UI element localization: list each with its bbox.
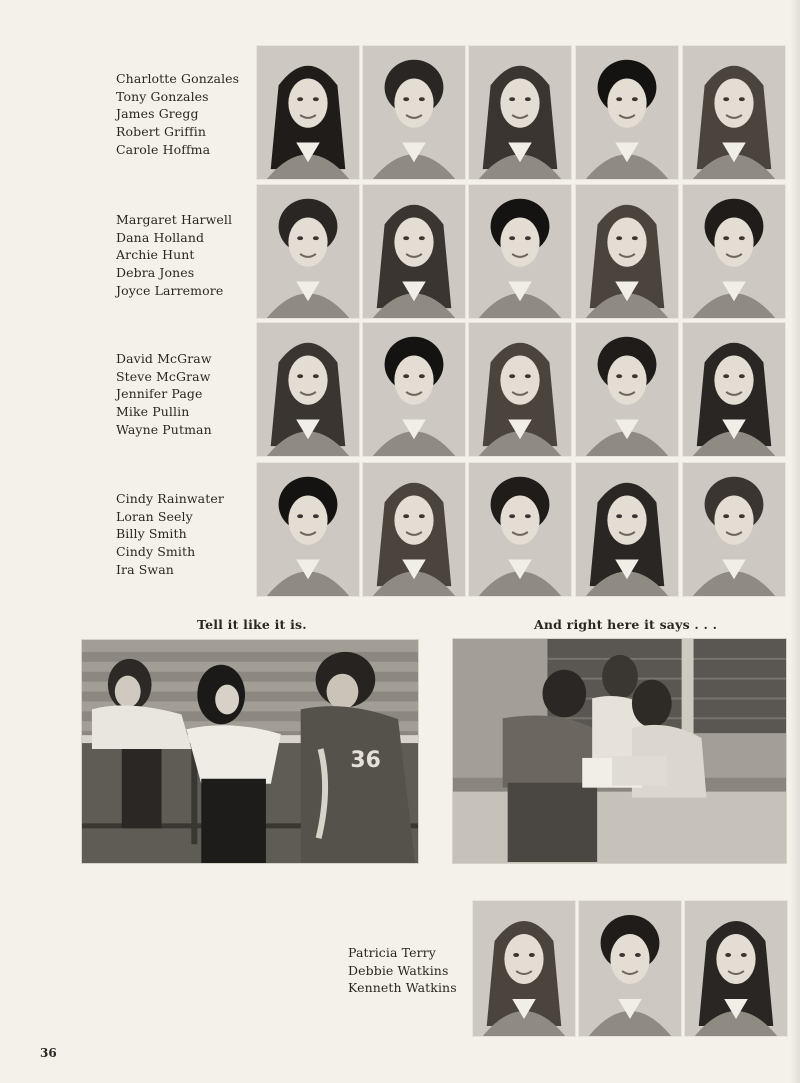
student-portrait — [468, 462, 572, 597]
student-name: Patricia Terry — [348, 945, 436, 960]
student-name: Joyce Larremore — [116, 282, 224, 298]
student-portrait — [256, 45, 360, 180]
name-list-row-2 — [116, 211, 251, 300]
student-name: Ira Swan — [116, 561, 174, 577]
student-portrait — [362, 184, 466, 319]
student-portrait — [468, 184, 572, 319]
student-name: Cindy Rainwater — [116, 491, 224, 506]
student-portrait — [682, 462, 786, 597]
student-portrait — [256, 462, 360, 597]
name-list-row-3 — [116, 350, 251, 439]
student-portrait — [362, 45, 466, 180]
student-name: Debra Jones — [116, 265, 195, 281]
student-name: Steve McGraw — [116, 368, 211, 384]
student-portrait — [575, 462, 679, 597]
student-name: Mike Pullin — [116, 404, 190, 420]
student-name: Loran Seely — [116, 508, 193, 524]
name-list-row-5 — [348, 944, 483, 997]
student-name: Billy Smith — [116, 526, 187, 542]
student-name: Charlotte Gonzales — [116, 71, 240, 86]
student-name: James Gregg — [116, 106, 199, 122]
student-name: Margaret Harwell — [116, 212, 233, 227]
student-portrait — [472, 900, 576, 1037]
student-name: Dana Holland — [116, 229, 205, 245]
student-portrait — [575, 322, 679, 457]
student-name: Debbie Watkins — [348, 962, 449, 978]
student-portrait — [682, 45, 786, 180]
jersey-number: 36 — [350, 747, 381, 773]
student-portrait — [362, 322, 466, 457]
student-portrait — [684, 900, 788, 1037]
student-portrait — [575, 45, 679, 180]
page-number: 36 — [40, 1046, 57, 1060]
name-list-row-4 — [116, 490, 251, 579]
student-portrait — [256, 184, 360, 319]
student-name: Kenneth Watkins — [348, 980, 457, 996]
student-portrait — [682, 184, 786, 319]
student-portrait — [256, 322, 360, 457]
photo-caption-right: And right here it says . . . — [534, 617, 718, 632]
student-portrait — [682, 322, 786, 457]
student-name: Archie Hunt — [116, 247, 195, 263]
student-portrait — [362, 462, 466, 597]
student-portrait — [578, 900, 682, 1037]
student-portrait — [468, 322, 572, 457]
student-name: Tony Gonzales — [116, 88, 209, 104]
student-name: Jennifer Page — [116, 386, 203, 402]
photo-caption-left: Tell it like it is. — [197, 617, 307, 632]
name-list-row-1 — [116, 70, 251, 159]
student-portrait — [468, 45, 572, 180]
student-name: Wayne Putman — [116, 421, 212, 437]
student-portrait — [575, 184, 679, 319]
candid-photo-hallway — [81, 639, 419, 864]
student-name: David McGraw — [116, 351, 212, 366]
student-name: Cindy Smith — [116, 544, 196, 560]
candid-photo-reading — [452, 638, 787, 864]
student-name: Robert Griffin — [116, 124, 206, 140]
student-name: Carole Hoffma — [116, 141, 211, 157]
